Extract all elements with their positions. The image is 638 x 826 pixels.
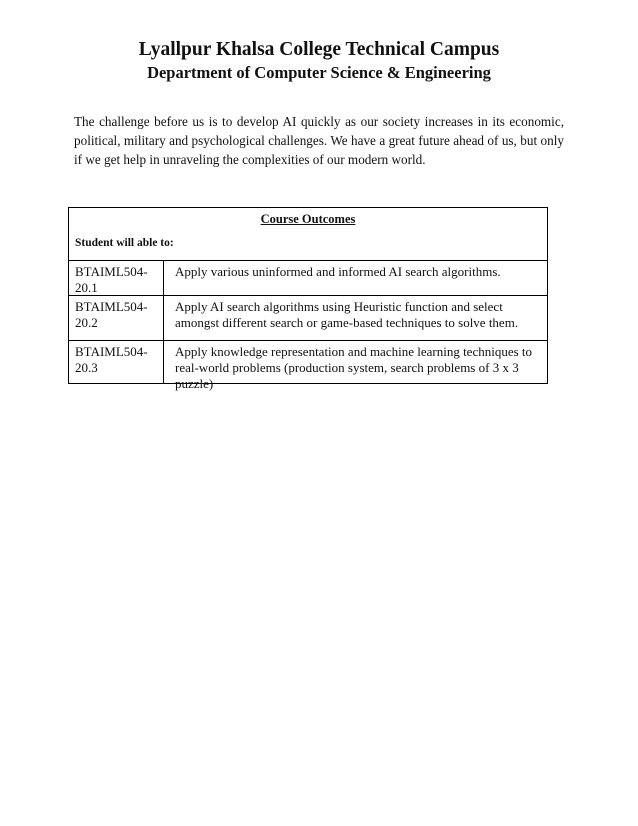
outcome-code: BTAIML504- 20.3 — [75, 344, 148, 375]
course-outcomes-table — [68, 207, 548, 391]
table-row — [69, 296, 547, 341]
outcome-code: BTAIML504- 20.1 — [75, 264, 148, 295]
outcome-description: Apply various uninformed and informed AI search algorithms. — [175, 264, 501, 279]
department-subtitle: Department of Computer Science & Engineering — [147, 63, 491, 82]
outcome-description: Apply AI search algorithms using Heuristic function and select amongst different search or game-based techniques to solve them. — [175, 299, 519, 330]
table-row — [69, 341, 547, 391]
college-title: Lyallpur Khalsa College Technical Campus — [138, 39, 500, 60]
outcome-code: BTAIML504- 20.2 — [75, 299, 148, 330]
course-outcomes-heading: Course Outcomes — [260, 212, 356, 226]
table-row — [69, 261, 547, 296]
course-outcomes-header — [69, 208, 547, 261]
outcome-description: Apply knowledge representation and machine learning techniques to real-world problems (production system, search problems of 3 x 3 puzzle) — [175, 344, 533, 391]
student-label: Student will able to: — [75, 237, 174, 249]
intro-paragraph: The challenge before us is to develop AI quickly as our society increases in its economic, political, military and psychological challenges. We have a great future ahead of us, but only if we get help in unraveling the complexities of our modern world. — [74, 114, 564, 167]
